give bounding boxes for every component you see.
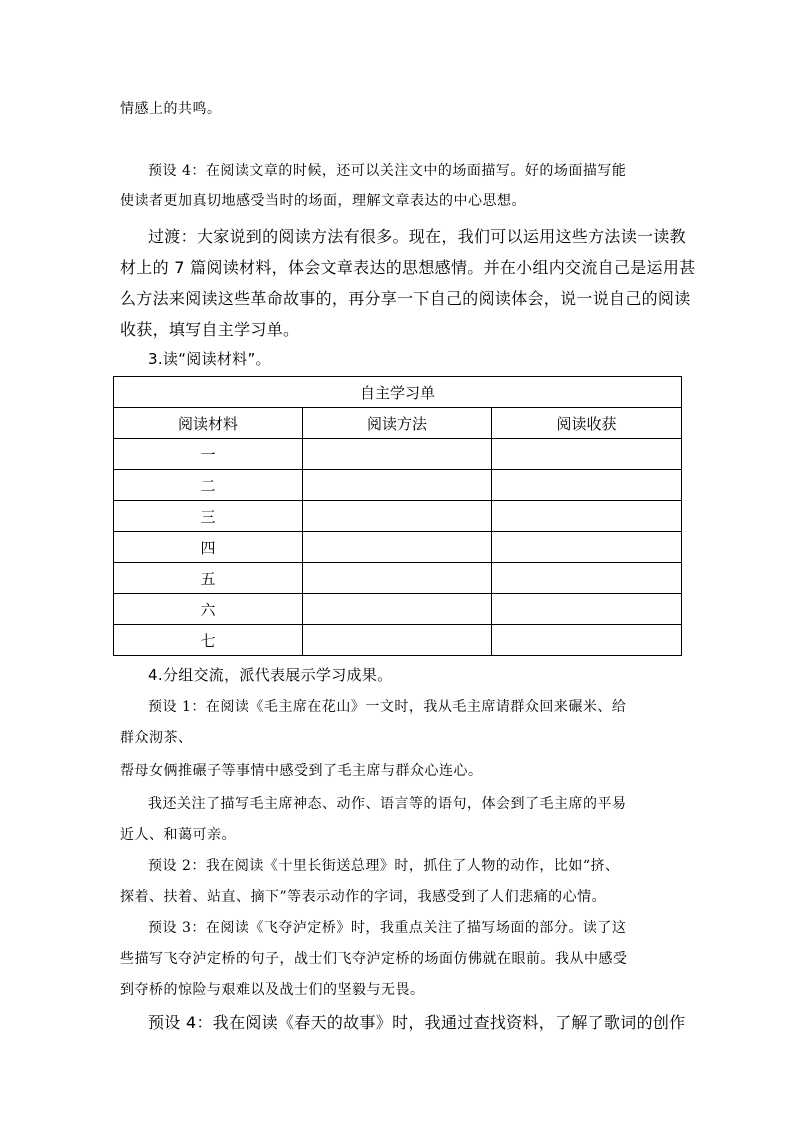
paragraph-line: 么方法来阅读这些革命故事的，再分享一下自己的阅读体会，说一说自己的阅读 xyxy=(120,289,691,308)
table-row xyxy=(114,625,682,656)
row-label: 五 xyxy=(114,563,303,594)
table-row xyxy=(114,439,682,470)
section-heading: 3.读“阅读材料”。 xyxy=(148,350,271,368)
method-cell xyxy=(303,439,492,470)
table-header-method: 阅读方法 xyxy=(303,408,492,439)
table-row xyxy=(114,470,682,501)
paragraph-line: 情感上的共鸣。 xyxy=(120,101,222,117)
method-cell xyxy=(303,532,492,563)
paragraph-line: 近人、和蔼可亲。 xyxy=(120,827,236,843)
paragraph-line: 预设 1：在阅读《毛主席在花山》一文时，我从毛主席请群众回来碾米、给 xyxy=(148,699,627,715)
table-row xyxy=(114,532,682,563)
paragraph-line: 收获，填写自主学习单。 xyxy=(120,320,300,339)
paragraph-line: 预设 2：我在阅读《十里长街送总理》时，抓住了人物的动作，比如“挤、 xyxy=(148,858,620,874)
row-label: 三 xyxy=(114,501,303,532)
self-study-table xyxy=(113,376,682,656)
method-cell xyxy=(303,563,492,594)
gain-cell xyxy=(492,594,682,625)
gain-cell xyxy=(492,501,682,532)
gain-cell xyxy=(492,563,682,594)
section-heading: 4.分组交流，派代表展示学习成果。 xyxy=(148,666,393,684)
method-cell xyxy=(303,594,492,625)
row-label: 一 xyxy=(114,439,303,470)
paragraph-line: 我还关注了描写毛主席神态、动作、语言等的语句，体会到了毛主席的平易 xyxy=(148,796,627,812)
paragraph-line: 预设 4：我在阅读《春天的故事》时，我通过查找资料，了解了歌词的创作 xyxy=(148,1013,686,1032)
method-cell xyxy=(303,625,492,656)
paragraph-line: 到夺桥的惊险与艰难以及战士们的坚毅与无畏。 xyxy=(120,982,425,998)
paragraph-line: 预设 4：在阅读文章的时候，还可以关注文中的场面描写。好的场面描写能 xyxy=(148,163,627,179)
row-label: 二 xyxy=(114,470,303,501)
table-row xyxy=(114,501,682,532)
paragraph-line: 使读者更加真切地感受当时的场面，理解文章表达的中心思想。 xyxy=(120,193,526,209)
table-header-gain: 阅读收获 xyxy=(492,408,682,439)
row-label: 七 xyxy=(114,625,303,656)
paragraph-line: 群众沏茶、 xyxy=(120,730,193,746)
table-row xyxy=(114,594,682,625)
paragraph-line: 探着、扶着、站直、摘下”等表示动作的字词，我感受到了人们悲痛的心情。 xyxy=(120,889,607,905)
paragraph-line: 些描写飞夺泸定桥的句子，战士们飞夺泸定桥的场面仿佛就在眼前。我从中感受 xyxy=(120,951,628,967)
gain-cell xyxy=(492,532,682,563)
row-label: 四 xyxy=(114,532,303,563)
method-cell xyxy=(303,501,492,532)
method-cell xyxy=(303,470,492,501)
table-row xyxy=(114,563,682,594)
table-title: 自主学习单 xyxy=(114,377,682,408)
paragraph-line: 材上的 7 篇阅读材料，体会文章表达的思想感情。并在小组内交流自己是运用甚 xyxy=(120,258,696,277)
gain-cell xyxy=(492,470,682,501)
paragraph-line: 帮母女俩推碾子等事情中感受到了毛主席与群众心连心。 xyxy=(120,763,483,779)
paragraph-line: 过渡：大家说到的阅读方法有很多。现在，我们可以运用这些方法读一读教 xyxy=(148,227,686,246)
table-header-material: 阅读材料 xyxy=(114,408,303,439)
gain-cell xyxy=(492,625,682,656)
gain-cell xyxy=(492,439,682,470)
row-label: 六 xyxy=(114,594,303,625)
paragraph-line: 预设 3：在阅读《飞夺泸定桥》时，我重点关注了描写场面的部分。读了这 xyxy=(148,920,627,936)
